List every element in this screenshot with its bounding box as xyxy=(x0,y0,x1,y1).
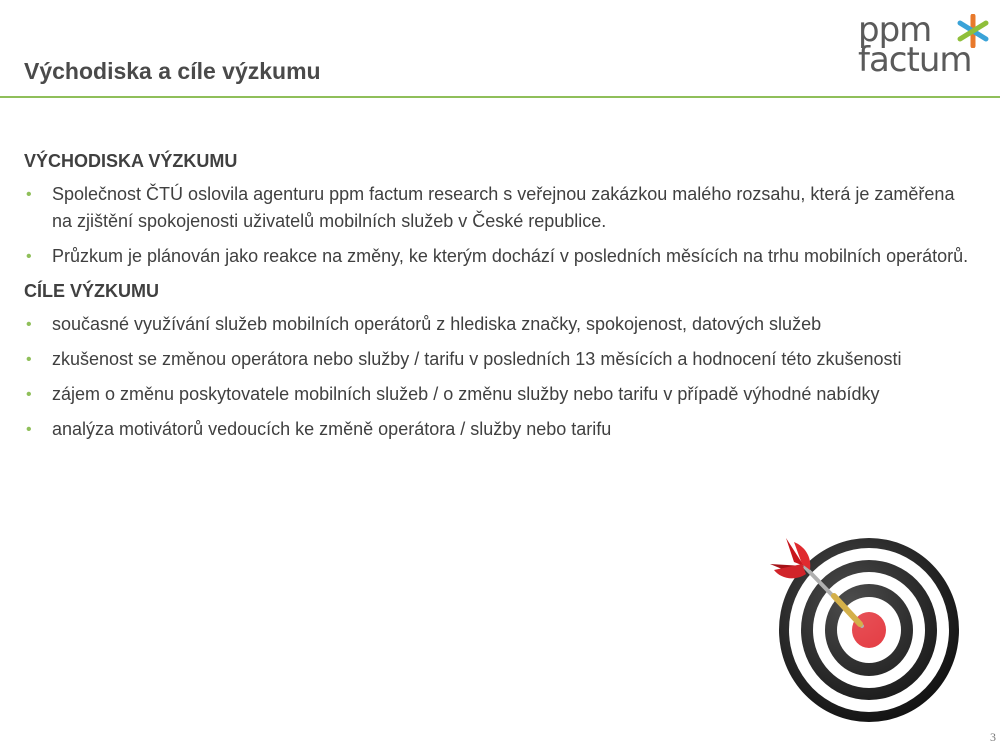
slide-content xyxy=(24,148,974,451)
title-divider xyxy=(0,96,1000,98)
bullet-icon: • xyxy=(26,316,32,333)
bullet-icon: • xyxy=(26,386,32,403)
list-item xyxy=(24,311,974,338)
list-item-text: zkušenost se změnou operátora nebo služby / tarifu v posledních 13 měsících a hodnocení této zkušenosti xyxy=(52,349,902,369)
list-item xyxy=(24,381,974,408)
bullet-icon: • xyxy=(26,186,32,203)
dart-target-icon xyxy=(764,534,964,734)
bullet-list-cile xyxy=(24,311,974,443)
list-item-text: analýza motivátorů vedoucích ke změně operátora / služby nebo tarifu xyxy=(52,419,612,439)
list-item xyxy=(24,346,974,373)
list-item-text: současné využívání služeb mobilních operátorů z hlediska značky, spokojenost, datových služeb xyxy=(52,314,822,334)
asterisk-star-icon xyxy=(956,14,990,48)
slide-title: Východiska a cíle výzkumu xyxy=(24,58,321,84)
list-item-text: zájem o změnu poskytovatele mobilních služeb / o změnu služby nebo tarifu v případě výhodné nabídky xyxy=(52,384,880,404)
list-item-text: Průzkum je plánován jako reakce na změny, ke kterým dochází v posledních měsících na trhu mobilních operátorů. xyxy=(52,246,969,266)
bullet-icon: • xyxy=(26,351,32,368)
list-item-text: Společnost ČTÚ oslovila agenturu ppm factum research s veřejnou zakázkou malého rozsahu, která je zaměřena na zjištění spokojenosti uživatelů mobilních služeb v České republice. xyxy=(52,184,955,231)
list-item xyxy=(24,416,974,443)
ppm-factum-logo xyxy=(852,10,992,80)
section-heading-cile: CÍLE VÝZKUMU xyxy=(24,281,159,301)
page-number: 3 xyxy=(990,730,996,744)
logo-text-ppm: ppm xyxy=(858,10,932,50)
list-item xyxy=(24,181,974,235)
bullet-icon: • xyxy=(26,248,32,265)
logo-text-factum: factum xyxy=(858,40,972,80)
bullet-list-vychodiska xyxy=(24,181,974,270)
section-heading-vychodiska: VÝCHODISKA VÝZKUMU xyxy=(24,151,238,171)
bullet-icon: • xyxy=(26,421,32,438)
list-item xyxy=(24,243,974,270)
